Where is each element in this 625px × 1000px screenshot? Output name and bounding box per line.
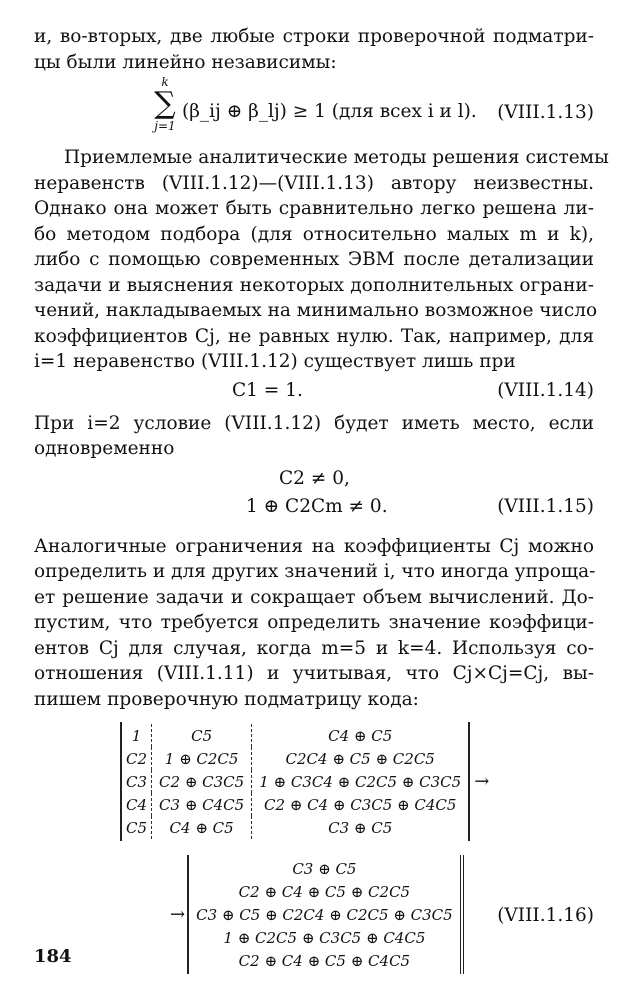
matrix-cell: C3 ⊕ C5 — [292, 859, 357, 878]
matrix-row — [122, 724, 468, 747]
equation-viii-1-15-line-2 — [34, 492, 594, 534]
equation-expression: C1 = 1. — [232, 379, 303, 401]
equation-number: (VIII.1.13) — [497, 102, 594, 123]
right-arrow-icon: → — [170, 904, 186, 925]
equation-viii-1-14 — [34, 375, 594, 411]
text-line: При i=2 условие (VIII.1.12) будет иметь место, если — [34, 412, 594, 434]
matrix-row — [189, 903, 460, 926]
matrix-cell: C5 — [122, 816, 152, 839]
summation-sign — [152, 75, 178, 133]
matrix-2-row — [170, 855, 594, 974]
text-line: ет решение задачи и сокращает объем вычислений. До- — [34, 586, 594, 608]
matrix-cell: C5 — [152, 724, 252, 747]
matrix-row — [189, 880, 460, 903]
matrix-row — [122, 770, 468, 793]
document-page — [34, 24, 609, 974]
matrix-1-table — [122, 724, 468, 839]
text-line: либо с помощью современных ЭВМ после детализации — [34, 249, 594, 270]
matrix-cell: C2 — [122, 747, 152, 770]
text-line: Аналогичные ограничения на коэффициенты Cj можно — [34, 535, 594, 557]
text-line: определить и для других значений i, что иногда упроща- — [34, 561, 596, 582]
matrix-cell: C4 — [122, 793, 152, 816]
equation-number: (VIII.1.15) — [497, 495, 594, 517]
equation-expression: (β_ij ⊕ β_lj) ≥ 1 (для всех i и l). — [182, 101, 477, 122]
matrix-row — [189, 857, 460, 880]
text-line: ентов Cj для случая, когда m=5 и k=4. Используя со- — [34, 637, 594, 659]
matrix-cell: C4 ⊕ C5 — [328, 726, 393, 745]
matrix-cell: C2 ⊕ C4 ⊕ C5 ⊕ C4C5 — [238, 951, 411, 970]
text-line: чений, накладываемых на минимально возможное число — [34, 300, 598, 321]
matrix-row — [189, 926, 460, 949]
matrix-cell: C3 ⊕ C5 ⊕ C2C4 ⊕ C2C5 ⊕ C3C5 — [196, 905, 453, 924]
text-line: пишем проверочную подматрицу кода: — [34, 688, 419, 710]
paragraph-3 — [34, 411, 594, 462]
equation-expression: 1 ⊕ C2Cm ≠ 0. — [246, 495, 388, 517]
matrix-row — [122, 793, 468, 816]
matrix-1-row — [120, 722, 594, 841]
matrix-cell: C3 ⊕ C4C5 — [152, 793, 252, 816]
matrix-cell: 1 — [122, 724, 152, 747]
text-line: цы были линейно независимы: — [34, 51, 337, 73]
sigma-symbol: ∑ — [154, 86, 176, 121]
matrix-cell: C2 ⊕ C4 ⊕ C5 ⊕ C2C5 — [238, 882, 411, 901]
equation-number: (VIII.1.14) — [497, 379, 594, 401]
matrix-row — [122, 747, 468, 770]
text-line: неравенств (VIII.1.12)—(VIII.1.13) автору неизвестны. — [34, 172, 594, 194]
text-line: и, во-вторых, две любые строки проверочной подматри- — [34, 26, 594, 47]
paragraph-1 — [34, 24, 594, 75]
matrix-cell: C3 — [122, 770, 152, 793]
equation-viii-1-13 — [34, 75, 594, 145]
right-arrow-icon: → — [474, 771, 490, 792]
sum-lower-limit: j=1 — [154, 119, 176, 133]
text-line: одновременно — [34, 438, 175, 459]
text-line: Однако она может быть сравнительно легко решена ли- — [34, 198, 594, 219]
matrix-cell: 1 ⊕ C2C5 ⊕ C3C5 ⊕ C4C5 — [223, 928, 426, 947]
matrix-cell: C3 ⊕ C5 — [328, 818, 393, 837]
text-line: коэффициентов Cj, не равных нулю. Так, например, для — [34, 325, 594, 347]
equation-number: (VIII.1.16) — [497, 905, 594, 926]
matrix-cell: C2 ⊕ C4 ⊕ C3C5 ⊕ C4C5 — [263, 795, 457, 814]
matrix-2 — [187, 855, 464, 974]
matrix-1 — [120, 722, 470, 841]
paragraph-4 — [34, 534, 594, 713]
text-line: Приемлемые аналитические методы решения системы — [64, 147, 609, 168]
matrix-cell: C2 ⊕ C3C5 — [152, 770, 252, 793]
matrix-cell: 1 ⊕ C3C4 ⊕ C2C5 ⊕ C3C5 — [259, 772, 462, 791]
equation-expression: C2 ≠ 0, — [279, 467, 350, 489]
matrix-row — [122, 816, 468, 839]
text-line: пустим, что требуется определить значение коэффици- — [34, 612, 594, 633]
text-line: задачи и выяснения некоторых дополнительных ограни- — [34, 274, 594, 296]
matrix-cell: C4 ⊕ C5 — [152, 816, 252, 839]
matrix-cell: 1 ⊕ C2C5 — [152, 747, 252, 770]
matrix-cell: C2C4 ⊕ C5 ⊕ C2C5 — [285, 749, 435, 768]
matrix-row — [189, 949, 460, 972]
matrix-2-table — [189, 857, 460, 972]
text-line: бо методом подбора (для относительно малых m и k), — [34, 223, 594, 245]
equation-viii-1-15-line-1 — [34, 462, 594, 492]
paragraph-2 — [34, 145, 609, 375]
text-line: i=1 неравенство (VIII.1.12) существует лишь при — [34, 351, 516, 372]
page-number: 184 — [34, 946, 72, 967]
sum-upper-limit: k — [161, 75, 169, 89]
text-line: отношения (VIII.1.11) и учитывая, что Cj×Cj=Cj, вы- — [34, 663, 594, 684]
